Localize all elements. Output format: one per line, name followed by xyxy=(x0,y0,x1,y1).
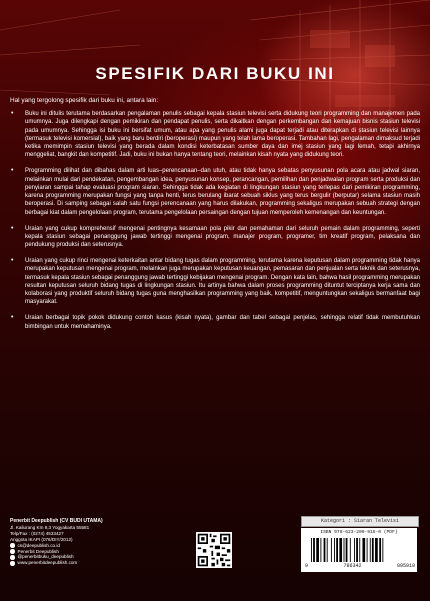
qr-code-icon xyxy=(196,532,232,568)
bullet-icon: • xyxy=(11,167,14,175)
publisher-address: Jl. Kaliurang Km 9,3 Yogyakarta 55581 xyxy=(10,524,90,530)
list-item: • Uraian berbagai topik pokok didukung contoh kasus (kisah nyata), gambar dan tabel sebagai penjelas, sehingga relatif tidak membutuhkan bimbingan untuk memahaminya. xyxy=(11,314,420,330)
publisher-instagram-row: @penerbitbuku_deepublish xyxy=(10,554,180,560)
list-item: • Uraian yang cukup rinci mengenai keterkaitan antar bidang tugas dalam programming, terutama karena keputusan dalam programming tidak hanya merupakan keputusan mengenai program, melainkan juga merupakan keputusan keuangan, pemasaran dan penjualan serta teknik dan seterusnya, termasuk kepala stasiun sebagai penanggung jawab tertinggi kebijakan mengenai program. Dengan kata lain, bahwa hasil programming merupakan resultan keputusan seluruh bidang tugas di lingkungan stasiun. Itu artinya bahwa dalam proses programming dituntut terciptanya kerja sama dan kolaborasi yang produktif seluruh bidang tugas guna menghasilkan programming yang baik, kompetitif, menguntungkan sekaligus bermanfaat bagi masyarakat. xyxy=(11,256,420,306)
isbn-barcode xyxy=(301,528,417,572)
publisher-facebook-row: Penerbit Deepublish xyxy=(10,549,180,555)
facebook-icon xyxy=(10,549,15,554)
publisher-info xyxy=(10,519,180,566)
bullet-icon: • xyxy=(11,256,14,264)
publisher-member: Anggota IKAPI (076/DIY/2012) xyxy=(10,536,73,542)
globe-icon xyxy=(10,561,15,566)
bullet-icon: • xyxy=(11,110,14,117)
points-list xyxy=(10,110,420,338)
list-item: • Programming dilihat dan dibahas dalam arti luas–perencanaan–dan utuh, atau tidak hanya sebatas penyusunan pola acara atau jadwal siaran, melainkan mulai dari pendekatan, pengembangan idea, penyusunan konsep, perancangan, pemilihan dan penjadwalan program serta produksi dan penyiaran sampai tahap evaluasi program siaran. Sehingga tidak ada kegiatan di lingkungan stasiun yang terlepas dari pemikiran programming, karena programming merupakan fungsi yang tanpa henti, terus berulang ibarat sebuah siklus yang terus bergulir (berputar) selama stasiun masih beroperasi. Di samping sebagai salah satu fungsi perencanaan yang harus dilakukan, programming sekaligus merupakan sebuah strategi dengan berbagai kiat dalam pengelolaan program, terutama pengelolaan persaingan dengan tujuan memperoleh kemenangan dan keuntungan. xyxy=(11,167,420,216)
barcode-icon xyxy=(309,538,409,562)
category-label: Kategori : Siaran Televisi xyxy=(301,516,419,527)
isbn-number: ISBN 978-623-209-915-0 (PDF) xyxy=(320,530,398,535)
publisher-web-row: www.penerbitdeepublish.com xyxy=(10,560,180,566)
bullet-icon: • xyxy=(11,314,14,322)
intro-text: Hal yang tergolong spesifik dari buku ini, antara lain: xyxy=(10,97,159,104)
list-item: • Buku ini ditulis terutama berdasarkan pengalaman penulis sebagai kepala stasiun televisi serta didukung teori programming dan manajemen pada umumnya. Juga dilengkapi dengan pemikiran dan pendapat penulis, serta dikaitkan dengan perkembangan dan kemajuan bisnis stasiun televisi pada umumnya. Sehingga isi buku ini bersifat umum, atau apa yang penulis alami juga dapat terjadi atau diterapkan di stasiun televisi lainnya (termasuk televisi komersial), baik yang baru berdiri (beroperasi) maupun yang telah lama beroperasi. Tambahan lagi, pengalaman dimaksud terjadi ketika memimpin stasiun televisi yang berada dalam kondisi keterbatasan sumber daya dan imej stasiun yang lagi lemah, tetapi akhirnya menggeliat, bangkit dan kompetitif. Jadi, buku ini bukan hanya tentang teori, melainkan kisah nyata yang didukung teori. xyxy=(11,110,420,159)
page-title: SPESIFIK DARI BUKU INI xyxy=(95,64,335,83)
mail-icon xyxy=(10,543,15,548)
bullet-icon: • xyxy=(11,224,14,232)
publisher-phone: Telp/Fax : (0274) 4533427 xyxy=(10,530,64,536)
instagram-icon xyxy=(10,555,15,560)
publisher-name: Penerbit Deepublish (CV BUDI UTAMA) xyxy=(10,518,103,524)
publisher-email-row: cs@deepublish.co.id xyxy=(10,543,180,549)
barcode-digits: 9 786342 095910 xyxy=(305,563,415,569)
list-item: • Uraian yang cukup komprehensif mengenai pentingnya kesamaan pola pikir dan pemahaman dari seluruh pemain dalam programming, seperti kepala stasiun sebagai penanggung jawab tertinggi mengenai program, manajer program, programer, tim kreatif program, pelaksana dan pendukung produksi dan seterusnya. xyxy=(11,224,420,249)
